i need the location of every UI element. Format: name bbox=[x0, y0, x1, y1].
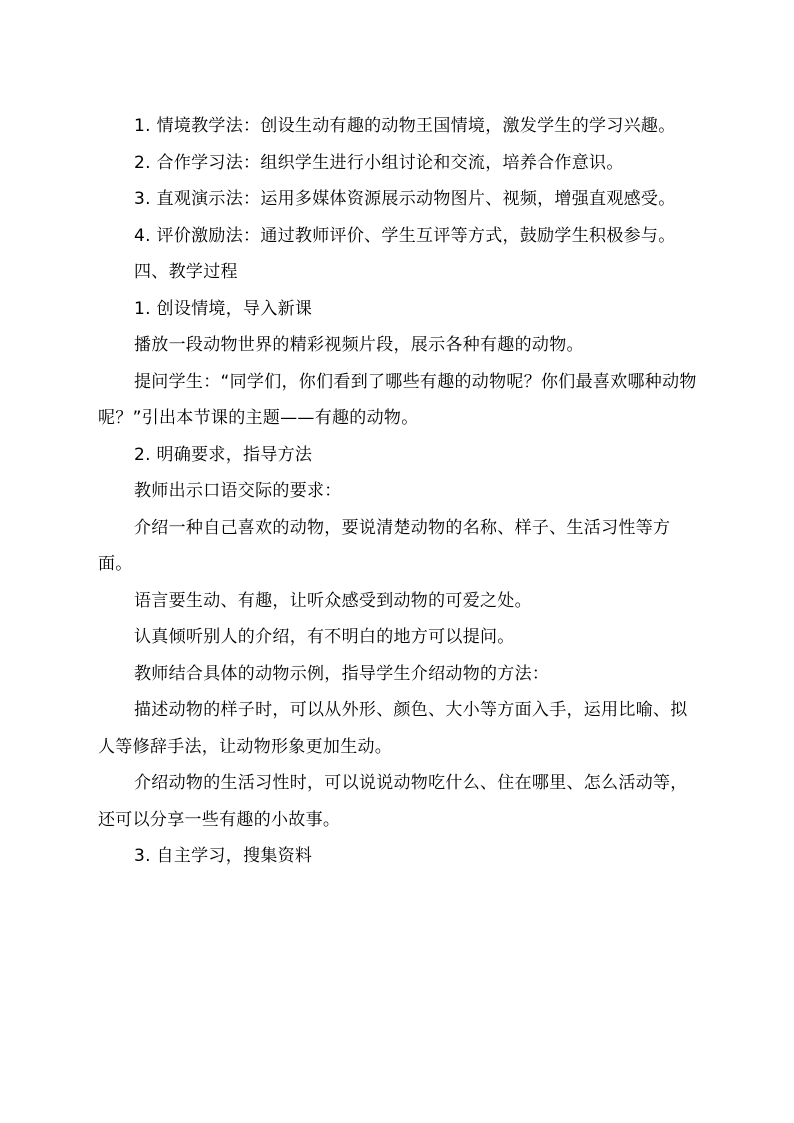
document-body bbox=[98, 108, 702, 875]
step-heading-1: 1. 创设情境，导入新课 bbox=[134, 298, 313, 319]
paragraph-guidance-appearance: 描述动物的样子时，可以从外形、颜色、大小等方面入手，运用比喻、拟人等修辞手法，让动物形象更加生动。 bbox=[98, 700, 688, 757]
paragraph-guidance-habits: 介绍动物的生活习性时，可以说说动物吃什么、住在哪里、怎么活动等，还可以分享一些有趣的小故事。 bbox=[98, 773, 688, 830]
paragraph-requirement-2: 语言要生动、有趣，让听众感受到动物的可爱之处。 bbox=[134, 590, 532, 611]
section-heading-teaching-process: 四、教学过程 bbox=[134, 262, 238, 282]
step-heading-2: 2. 明确要求，指导方法 bbox=[134, 444, 313, 465]
paragraph-question-students: 提问学生：“同学们，你们看到了哪些有趣的动物呢？你们最喜欢哪种动物呢？”引出本节课的主题——有趣的动物。 bbox=[98, 371, 697, 428]
paragraph-play-video: 播放一段动物世界的精彩视频片段，展示各种有趣的动物。 bbox=[134, 335, 584, 355]
paragraph-requirement-3: 认真倾听别人的介绍，有不明白的地方可以提问。 bbox=[134, 627, 515, 647]
paragraph-method-situational: 1. 情境教学法：创设生动有趣的动物王国情境，激发学生的学习兴趣。 bbox=[134, 116, 676, 136]
paragraph-method-evaluation: 4. 评价激励法：通过教师评价、学生互评等方式，鼓励学生积极参与。 bbox=[134, 225, 676, 246]
paragraph-method-cooperative: 2. 合作学习法：组织学生进行小组讨论和交流，培养合作意识。 bbox=[134, 152, 624, 173]
paragraph-requirement-1: 介绍一种自己喜欢的动物，要说清楚动物的名称、样子、生活习性等方面。 bbox=[98, 517, 671, 574]
paragraph-method-demonstration: 3. 直观演示法：运用多媒体资源展示动物图片、视频，增强直观感受。 bbox=[134, 189, 676, 209]
paragraph-guidance-intro: 教师结合具体的动物示例，指导学生介绍动物的方法： bbox=[134, 663, 550, 684]
paragraph-requirements-intro: 教师出示口语交际的要求： bbox=[134, 481, 342, 501]
step-heading-3: 3. 自主学习，搜集资料 bbox=[134, 846, 313, 866]
